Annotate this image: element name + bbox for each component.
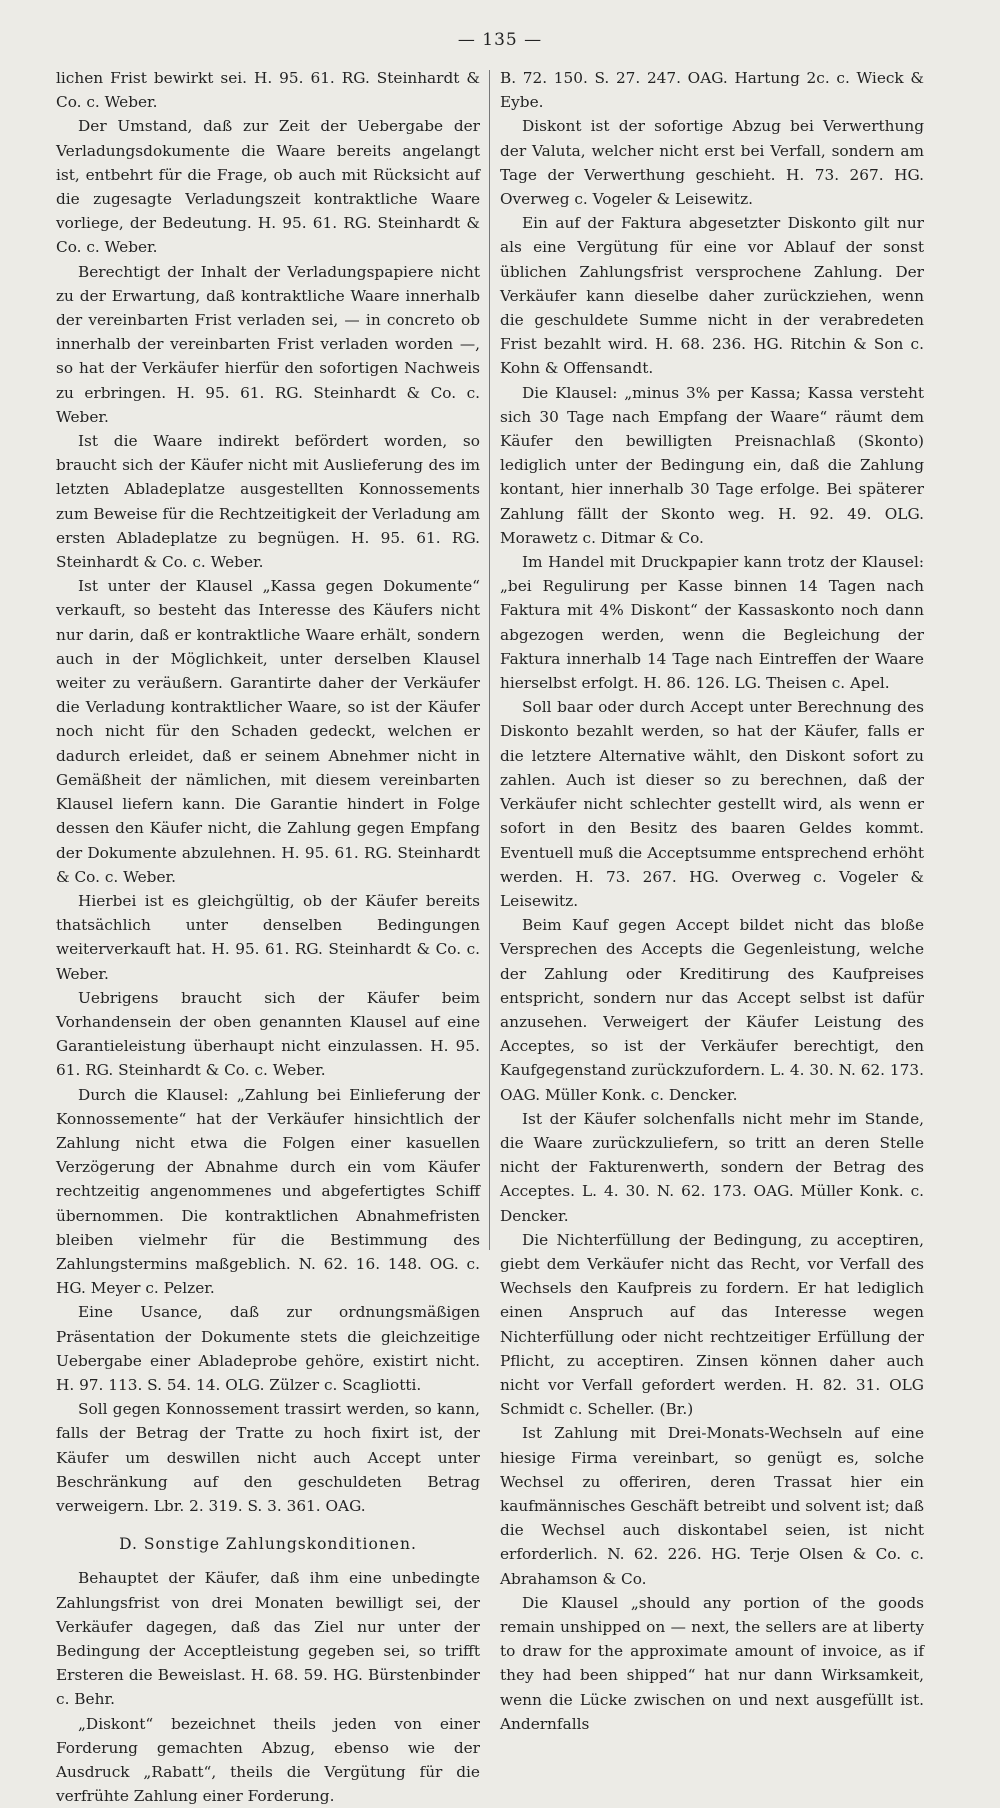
paragraph: Der Umstand, daß zur Zeit der Uebergabe der Verladungsdokumente die Waare bereits angelangt ist, entbehrt für die Frage, ob auch mit Rücksicht auf die zugesagte Verladungszeit kontraktliche Waare vorliege, der Bedeutung. H. 95. 61. RG. Steinhardt & Co. c. Weber. bbox=[56, 117, 480, 257]
paragraph: Ist die Waare indirekt befördert worden, so braucht sich der Käufer nicht mit Auslieferung des im letzten Abladeplatze ausgestellten Konnossements zum Beweise für die Rechtzeitigkeit der Verladung am ersten Abladeplatze zu begnügen. H. 95. 61. RG. Steinhardt & Co. c. Weber. bbox=[56, 432, 480, 572]
right-column bbox=[500, 66, 924, 1736]
paragraph: Die Nichterfüllung der Bedingung, zu acceptiren, giebt dem Verkäufer nicht das Recht, vor Verfall des Wechsels den Kaufpreis zu fordern. Er hat lediglich einen Anspruch auf das Interesse wegen Nichterfüllung oder nicht rechtzeitiger Erfüllung der Pflicht, zu acceptiren. Zinsen können daher auch nicht vor Verfall gefordert werden. H. 82. 31. OLG Schmidt c. Scheller. (Br.) bbox=[500, 1230, 924, 1419]
paragraph: Ein auf der Faktura abgesetzter Diskonto gilt nur als eine Vergütung für eine vor Ablauf der sonst üblichen Zahlungsfrist versprochene Zahlung. Der Verkäufer kann dieselbe daher zurückziehen, wenn die geschuldete Summe nicht in der verabredeten Frist bezahlt wird. H. 68. 236. HG. Ritchin & Son c. Kohn & Offensandt. bbox=[500, 214, 924, 378]
paragraph: Im Handel mit Druckpapier kann trotz der Klausel: „bei Regulirung per Kasse binnen 14 Tagen nach Faktura mit 4% Diskont“ der Kassaskonto noch dann abgezogen werden, wenn die Begleichung der Faktura innerhalb 14 Tage nach Eintreffen der Waare hierselbst erfolgt. H. 86. 126. LG. Theisen c. Apel. bbox=[500, 553, 924, 693]
column-divider bbox=[489, 70, 490, 1250]
section-heading: D. Sonstige Zahlungskonditionen. bbox=[119, 1535, 417, 1554]
paragraph: Berechtigt der Inhalt der Verladungspapiere nicht zu der Erwartung, daß kontraktliche Waare innerhalb der vereinbarten Frist verladen sei, — in concreto ob innerhalb der vereinbarten Frist verladen worden —, so hat der Verkäufer hierfür den sofortigen Nachweis zu erbringen. H. 95. 61. RG. Steinhardt & Co. c. Weber. bbox=[56, 262, 480, 426]
paragraph: Ist unter der Klausel „Kassa gegen Dokumente“ verkauft, so besteht das Interesse des Käufers nicht nur darin, daß er kontraktliche Waare erhält, sondern auch in der Möglichkeit, unter derselben Klausel weiter zu veräußern. Garantirte daher der Verkäufer die Verladung kontraktlicher Waare, so ist der Käufer noch nicht für den Schaden gedeckt, welchen er dadurch erleidet, daß er seinem Abnehmer nicht in Gemäßheit der nämlichen, mit diesem vereinbarten Klausel liefern kann. Die Garantie hindert in Folge dessen den Käufer nicht, die Zahlung gegen Empfang der Dokumente abzulehnen. H. 95. 61. RG. Steinhardt & Co. c. Weber. bbox=[56, 577, 480, 886]
paragraph: Ist der Käufer solchenfalls nicht mehr im Stande, die Waare zurückzuliefern, so tritt an deren Stelle nicht der Fakturenwerth, sondern der Betrag des Acceptes. L. 4. 30. N. 62. 173. OAG. Müller Konk. c. Dencker. bbox=[500, 1109, 924, 1225]
paragraph: Uebrigens braucht sich der Käufer beim Vorhandensein der oben genannten Klausel auf eine Garantieleistung überhaupt nicht einzulassen. H. 95. 61. RG. Steinhardt & Co. c. Weber. bbox=[56, 988, 480, 1080]
paragraph: Hierbei ist es gleichgültig, ob der Käufer bereits thatsächlich unter denselben Bedingungen weiterverkauft hat. H. 95. 61. RG. Steinhardt & Co. c. Weber. bbox=[56, 891, 480, 983]
left-column bbox=[56, 66, 480, 1808]
paragraph: Eine Usance, daß zur ordnungsmäßigen Präsentation der Dokumente stets die gleichzeitige Uebergabe einer Abladeprobe gehöre, existirt nicht. H. 97. 113. S. 54. 14. OLG. Zülzer c. Scagliotti. bbox=[56, 1303, 480, 1394]
paragraph: Soll gegen Konnossement trassirt werden, so kann, falls der Betrag der Tratte zu hoch fixirt ist, der Käufer um deswillen nicht auch Accept unter Beschränkung auf den geschuldeten Betrag verweigern. Lbr. 2. 319. S. 3. 361. OAG. bbox=[56, 1400, 480, 1515]
paragraph: Durch die Klausel: „Zahlung bei Einlieferung der Konnossemente“ hat der Verkäufer hinsichtlich der Zahlung nicht etwa die Folgen einer kasuellen Verzögerung der Abnahme durch ein vom Käufer rechtzeitig angenommenes und abgefertigtes Schiff übernommen. Die kontraktlichen Abnahmefristen bleiben vielmehr für die Bestimmung des Zahlungstermins maßgeblich. N. 62. 16. 148. OG. c. HG. Meyer c. Pelzer. bbox=[56, 1085, 480, 1298]
paragraph: Die Klausel: „minus 3% per Kassa; Kassa versteht sich 30 Tage nach Empfang der Waare“ räumt dem Käufer den bewilligten Preisnachlaß (Skonto) lediglich unter der Bedingung ein, daß die Zahlung kontant, hier innerhalb 30 Tage erfolge. Bei späterer Zahlung fällt der Skonto weg. H. 92. 49. OLG. Morawetz c. Ditmar & Co. bbox=[500, 383, 924, 547]
paragraph: „Diskont“ bezeichnet theils jeden von einer Forderung gemachten Abzug, ebenso wie der Ausdruck „Rabatt“, theils die Vergütung für die verfrühte Zahlung einer Forderung. bbox=[56, 1714, 480, 1806]
paragraph: Die Klausel „should any portion of the goods remain unshipped on — next, the sellers are at liberty to draw for the approximate amount of invoice, as if they had been shipped“ hat nur dann Wirksamkeit, wenn die Lücke zwischen on und next ausgefüllt ist. Andernfalls bbox=[500, 1593, 924, 1733]
paragraph: Behauptet der Käufer, daß ihm eine unbedingte Zahlungsfrist von drei Monaten bewilligt sei, der Verkäufer dagegen, daß das Ziel nur unter der Bedingung der Acceptleistung gegeben sei, so trifft Ersteren die Beweislast. H. 68. 59. HG. Bürstenbinder c. Behr. bbox=[56, 1569, 480, 1709]
paragraph: Beim Kauf gegen Accept bildet nicht das bloße Versprechen des Accepts die Gegenleistung, welche der Zahlung oder Kreditirung des Kaufpreises entspricht, sondern nur das Accept selbst ist dafür anzusehen. Verweigert der Käufer Leistung des Acceptes, so ist der Verkäufer berechtigt, den Kaufgegenstand zurückzufordern. L. 4. 30. N. 62. 173. OAG. Müller Konk. c. Dencker. bbox=[500, 916, 924, 1104]
paragraph: B. 72. 150. S. 27. 247. OAG. Hartung 2c. c. Wieck & Eybe. bbox=[500, 69, 924, 112]
paragraph: Ist Zahlung mit Drei-Monats-Wechseln auf eine hiesige Firma vereinbart, so genügt es, solche Wechsel zu offeriren, deren Trassat hier ein kaufmännisches Geschäft betreibt und solvent ist; daß die Wechsel auch diskontabel seien, ist nicht erforderlich. N. 62. 226. HG. Terje Olsen & Co. c. Abrahamson & Co. bbox=[500, 1424, 924, 1588]
paragraph: Diskont ist der sofortige Abzug bei Verwerthung der Valuta, welcher nicht erst bei Verfall, sondern am Tage der Verwerthung geschieht. H. 73. 267. HG. Overweg c. Vogeler & Leisewitz. bbox=[500, 117, 924, 209]
paragraph: lichen Frist bewirkt sei. H. 95. 61. RG. Steinhardt & Co. c. Weber. bbox=[56, 69, 480, 112]
page-number: — 135 — bbox=[457, 30, 543, 50]
paragraph: Soll baar oder durch Accept unter Berechnung des Diskonto bezahlt werden, so hat der Käufer, falls er die letztere Alternative wählt, den Diskont sofort zu zahlen. Auch ist dieser so zu berechnen, daß der Verkäufer nicht schlechter gestellt wird, als wenn er sofort in den Besitz des baaren Geldes kommt. Eventuell muß die Acceptsumme entsprechend erhöht werden. H. 73. 267. HG. Overweg c. Vogeler & Leisewitz. bbox=[500, 698, 924, 910]
